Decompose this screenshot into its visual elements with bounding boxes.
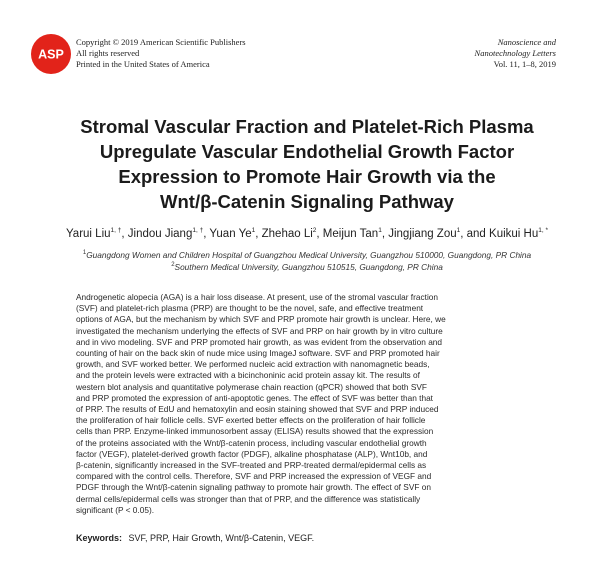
abstract-line: compared with the control cells. Therefore, SVF and PRP increased the expression of VEGF and — [76, 471, 432, 482]
abstract-line: and PRP promoted the expression of anti-apoptotic genes. The effect of SVF was better than that — [76, 392, 433, 403]
abstract — [76, 292, 552, 516]
abstract-line: the proliferation of hair follicle cells. SVF exerted better effects on the proliferation of hair follicle — [76, 415, 426, 426]
abstract-line: options of AGA, but the mechanism by which SVF and PRP promote hair growth is unclear. Here, we — [76, 314, 446, 325]
abstract-line: of PRP. The results of EdU and hematoxylin and eosin staining showed that SVF and PRP induced — [76, 404, 439, 415]
abstract-line: and the protein levels were extracted with a bicinchoninic acid protein assay kit. The results of — [76, 370, 420, 381]
abstract-line: western blot analysis and quantitative polymerase chain reaction (qPCR) showed that both SVF — [76, 381, 427, 392]
keywords-label: Keywords: — [76, 533, 123, 543]
author: Yuan Ye$^1$, — [209, 227, 262, 240]
affiliation: $^1$Guangdong Women and Children Hospital of Guangzhou Medical University, Guangzhou 510000, Guangdong, PR China — [82, 250, 532, 260]
author: Jindou Jiang$^{1, \dagger}$, — [127, 227, 210, 240]
copyright-line: Copyright © 2019 American Scientific Publishers — [76, 37, 246, 47]
affiliation: $^2$Southern Medical University, Guangzhou 510515, Guangdong, PR China — [171, 262, 443, 272]
printed-line: Printed in the United States of America — [76, 59, 210, 69]
title-line: Expression to Promote Hair Growth via the — [118, 166, 496, 187]
logo-text: ASP — [38, 47, 64, 62]
publisher-logo — [30, 33, 72, 75]
title-line: Stromal Vascular Fraction and Platelet-Rich Plasma — [80, 116, 534, 137]
journal-name-line1: Nanoscience and — [497, 37, 556, 47]
journal-name-line2: Nanotechnology Letters — [474, 48, 556, 58]
author: Kuikui $Hu^{1, *}$ — [489, 227, 549, 240]
abstract-line: PDGF through the Wnt/β-catenin signaling pathway to promote hair growth. The effect of SVF on — [76, 482, 431, 493]
author: Jingjiang Zou$^1$, and — [388, 227, 490, 240]
abstract-line: Androgenetic alopecia (AGA) is a hair loss disease. At present, use of the stromal vascular fraction — [76, 292, 439, 302]
publisher-info — [76, 37, 246, 70]
author-list — [30, 227, 584, 240]
author: Zhehao Li$^2$, — [261, 227, 323, 240]
author: Meijun Tan$^1$, — [322, 227, 389, 240]
abstract-line: and in vivo modeling. SVF and PRP promoted hair growth, as was evident from the observation and — [76, 336, 443, 347]
abstract-line: factor (VEGF), platelet-derived growth factor (PDGF), alkaline phosphatase (ALP), Wnt10b, and — [76, 448, 428, 459]
abstract-line: investigated the mechanism underlying the effects of SVF and PRP on hair growth by in vitro culture — [76, 325, 443, 336]
keywords-text: SVF, PRP, Hair Growth, Wnt/β-Catenin, VEGF. — [128, 533, 315, 543]
abstract-line: counting of hair on the back skin of nude mice using ImageJ software. SVF and PRP promoted hair — [76, 348, 440, 359]
journal-volume: Vol. 11, 1–8, 2019 — [493, 59, 556, 69]
title-line: Wnt/β-Catenin Signaling Pathway — [160, 191, 454, 212]
journal-info — [475, 37, 556, 70]
rights-line: All rights reserved — [76, 48, 140, 58]
keywords — [76, 533, 314, 543]
abstract-line: dermal cells/epidermal cells was stronger than that of PRP, and the difference was statistically — [76, 493, 421, 504]
abstract-line: significant (P < 0.05). — [76, 504, 155, 515]
abstract-line: β-catenin, significantly increased in the SVF-treated and PRP-treated dermal/epidermal cells as — [76, 460, 427, 471]
title-line: Upregulate Vascular Endothelial Growth Factor — [99, 141, 515, 162]
author: Yarui Liu$^{1, \dagger}$, — [65, 227, 128, 240]
abstract-line: of the proteins associated with the Wnt/β-catenin process, including vascular endothelial growth — [76, 437, 427, 448]
abstract-line: cells than PRP. Enzyme-linked immunosorbent assay (ELISA) results showed that the expression — [76, 426, 434, 437]
abstract-line: growth, and SVF worked better. We performed nucleic acid extraction with nanomagnetic beads, — [76, 359, 430, 370]
abstract-line: (SVF) and platelet-rich plasma (PRP) are thought to be the novel, safe, and effective treatment — [76, 303, 424, 314]
paper-title — [30, 114, 584, 214]
